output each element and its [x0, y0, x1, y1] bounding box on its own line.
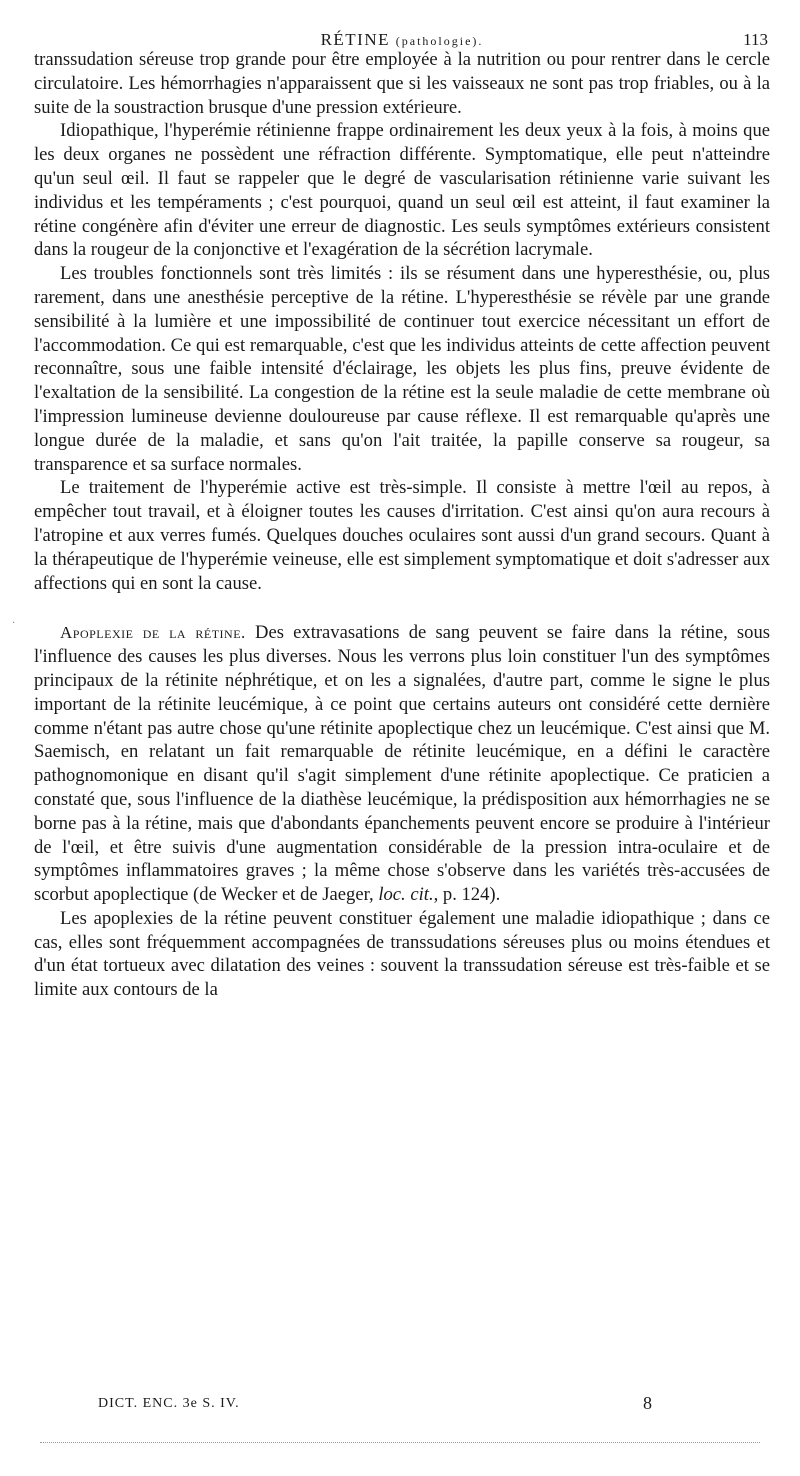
- document-page: [34, 0, 770, 1002]
- paragraph-3: Les troubles fonctionnels sont très limités : ils se résument dans une hyperesthésie, ou, plus rarement, dans une anesthésie perceptive de la rétine. L'hyperesthésie se révèle par une grande sensibilité à la lumière et une impossibilité de continuer tout exercice nécessitant un effort de l'accommodation. Ce qui est remarquable, c'est que les individus atteints de cette affection peuvent reconnaître, sous une faible intensité d'éclairage, les objets les plus fins, preuve évidente de l'exaltation de la sensibilité. La congestion de la rétine est la seule maladie de cette membrane où l'impression lumineuse devienne douloureuse par cause réflexe. Il est remarquable qu'après une longue durée de la maladie, et sans qu'on l'ait traitée, la papille conserve sa rougeur, sa transparence et sa surface normales.: [34, 263, 770, 475]
- section-text: Des extravasations de sang peuvent se faire dans la rétine, sous l'influence des causes les plus diverses. Nous les verrons plus loin constituer l'un des symptômes principaux de la rétinite néphrétique, et on les a signalées, d'autre part, comme le signe le plus important de la rétinite leucémique, à ce point que certains auteurs ont considéré cette dernière comme n'étant pas autre chose qu'une rétinite apoplectique chez un leucémique. C'est ainsi que M. Saemisch, en relatant un fait remarquable de rétinite leucémique, en a défini le caractère pathognomonique en disant qu'il s'agit simplement d'une rétinite apoplectique. Ce praticien a constaté que, sous l'influence de la diathèse leucémique, la prédisposition aux hémorrhagies ne se borne pas à la rétine, mais que d'abondants épanchements peuvent encore se produire à l'intérieur de l'œil, et être suivis d'une augmentation considérable de la pression intra-oculaire et de symptômes inflammatoires graves ; la même chose s'observe dans les variétés très-accusées de scorbut apoplectique (de Wecker et de Jaeger,: [34, 622, 770, 906]
- body-text: [34, 48, 770, 1002]
- paragraph-4: Le traitement de l'hyperémie active est très-simple. Il consiste à mettre l'œil au repos, à empêcher tout travail, et à éloigner toutes les causes d'irritation. C'est ainsi qu'on aura recours à l'atropine et aux verres fumés. Quelques douches oculaires sont aussi d'un grand secours. Quant à la thérapeutique de l'hyperémie veineuse, elle est simplement symptomatique et doit s'adresser aux affections qui en sont la cause.: [34, 477, 770, 594]
- paragraph-6: Les apoplexies de la rétine peuvent constituer également une maladie idiopathique ; dans ce cas, elles sont fréquemment accompagnées de transsudations séreuses plus ou moins étendues et d'un état tortueux avec dilatation des veines : souvent la transsudation séreuse est très-faible et se limite aux contours de la: [34, 907, 770, 1001]
- paragraph-2: Idiopathique, l'hyperémie rétinienne frappe ordinairement les deux yeux à la fois, à moins que les deux organes ne possèdent une réfraction différente. Symptomatique, elle peut n'atteindre qu'un seul œil. Il faut se rappeler que le degré de vascularisation rétinienne varie suivant les individus et les tempéraments ; c'est pourquoi, quand un seul œil est atteint, il faut examiner la rétine congénère afin d'éviter une erreur de diagnostic. Les seuls symptômes extérieurs consistent dans la rougeur de la conjonctive et l'exagération de la sécrétion lacrymale.: [34, 120, 770, 261]
- running-title: [34, 30, 770, 50]
- margin-mark: ·: [12, 618, 16, 629]
- section-heading: Apoplexie de la rétine.: [60, 623, 246, 643]
- section-text-end: , p. 124).: [433, 884, 501, 906]
- paragraph-1: transsudation séreuse trop grande pour être employée à la nutrition ou pour rentrer dans le cercle circulatoire. Les hémorrhagies n'apparaissent que si les vaisseaux ne sont pas trop friables, ou à la suite de la soustraction brusque d'une pression extérieure.: [34, 49, 770, 118]
- citation: loc. cit.: [378, 884, 434, 906]
- running-title-main: RÉTINE: [320, 30, 391, 49]
- signature-mark: DICT. ENC. 3e S. IV.: [98, 1396, 240, 1411]
- running-header: [34, 0, 770, 48]
- page-footer: [98, 1393, 698, 1413]
- section-apoplexie: [34, 621, 770, 907]
- page-number: 113: [743, 30, 768, 49]
- signature-number: 8: [643, 1393, 652, 1413]
- running-title-sub: (pathologie).: [395, 34, 484, 48]
- bottom-edge-dots: [40, 1442, 760, 1447]
